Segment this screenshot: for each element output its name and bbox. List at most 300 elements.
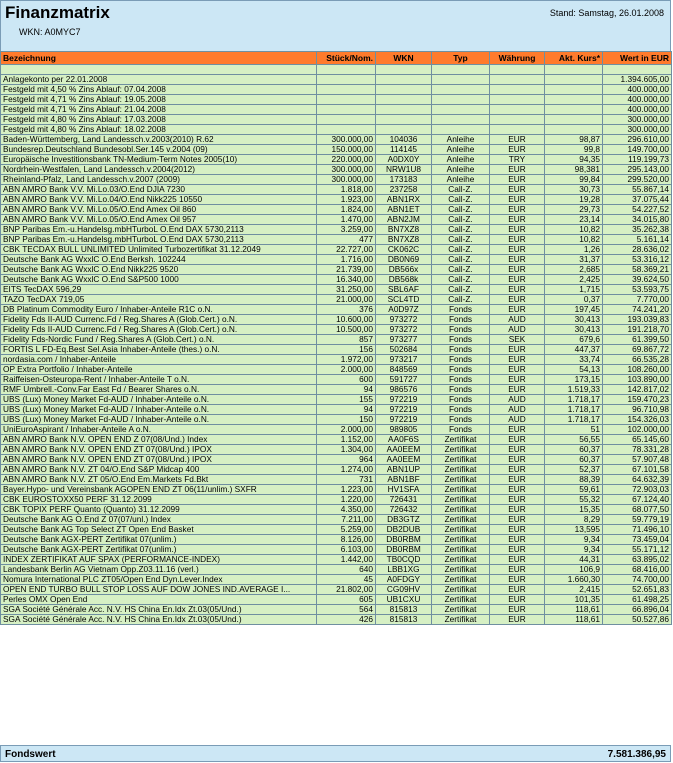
cell-kurs[interactable]: 55,32 bbox=[545, 495, 603, 505]
cell-kurs[interactable] bbox=[545, 105, 603, 115]
cell-kurs[interactable]: 56,55 bbox=[545, 435, 603, 445]
cell-waehrung[interactable]: EUR bbox=[490, 255, 545, 265]
cell-typ[interactable]: Call-Z. bbox=[432, 185, 490, 195]
cell-typ[interactable] bbox=[432, 65, 490, 75]
cell-stueck[interactable]: 156 bbox=[317, 345, 376, 355]
cell-kurs[interactable]: 54,13 bbox=[545, 365, 603, 375]
cell-stueck[interactable]: 1.972,00 bbox=[317, 355, 376, 365]
cell-waehrung[interactable]: EUR bbox=[490, 435, 545, 445]
cell-wkn[interactable]: DB3GTZ bbox=[376, 515, 432, 525]
cell-stueck[interactable] bbox=[317, 75, 376, 85]
cell-waehrung[interactable]: AUD bbox=[490, 395, 545, 405]
cell-wert[interactable]: 69.867,72 bbox=[603, 345, 672, 355]
cell-wert[interactable]: 96.710,98 bbox=[603, 405, 672, 415]
cell-waehrung[interactable]: EUR bbox=[490, 495, 545, 505]
cell-wert[interactable]: 50.527,86 bbox=[603, 615, 672, 625]
cell-typ[interactable]: Call-Z. bbox=[432, 275, 490, 285]
cell-typ[interactable]: Fonds bbox=[432, 415, 490, 425]
cell-wert[interactable]: 400.000,00 bbox=[603, 105, 672, 115]
cell-typ[interactable]: Zertifikat bbox=[432, 485, 490, 495]
cell-stueck[interactable]: 1.223,00 bbox=[317, 485, 376, 495]
cell-bezeichnung[interactable]: Festgeld mit 4,50 % Zins Ablauf: 07.04.2008 bbox=[1, 85, 317, 95]
cell-wert[interactable]: 299.520,00 bbox=[603, 175, 672, 185]
cell-typ[interactable]: Fonds bbox=[432, 365, 490, 375]
cell-kurs[interactable]: 13,595 bbox=[545, 525, 603, 535]
cell-wert[interactable]: 65.145,60 bbox=[603, 435, 672, 445]
cell-wert[interactable]: 58.369,21 bbox=[603, 265, 672, 275]
cell-bezeichnung[interactable]: UBS (Lux) Money Market Fd-AUD / Inhaber-Anteile o.N. bbox=[1, 405, 317, 415]
cell-bezeichnung[interactable]: Bayer.Hypo- und Vereinsbank AGOPEN END ZT 06(11/unlim.) SXFR bbox=[1, 485, 317, 495]
cell-wkn[interactable] bbox=[376, 65, 432, 75]
cell-stueck[interactable]: 7.211,00 bbox=[317, 515, 376, 525]
cell-waehrung[interactable]: EUR bbox=[490, 605, 545, 615]
cell-bezeichnung[interactable]: Landesbank Berlin AG Vietnam Opp.Z03.11.16 (verl.) bbox=[1, 565, 317, 575]
cell-waehrung[interactable]: EUR bbox=[490, 485, 545, 495]
cell-stueck[interactable]: 964 bbox=[317, 455, 376, 465]
cell-kurs[interactable]: 10,82 bbox=[545, 235, 603, 245]
cell-bezeichnung[interactable]: Fidelity Fds-Nordic Fund / Reg.Shares A (Glob.Cert.) o.N. bbox=[1, 335, 317, 345]
cell-stueck[interactable]: 4.350,00 bbox=[317, 505, 376, 515]
cell-wkn[interactable]: TB0CQD bbox=[376, 555, 432, 565]
cell-wert[interactable]: 400.000,00 bbox=[603, 85, 672, 95]
cell-wert[interactable]: 66.896,04 bbox=[603, 605, 672, 615]
cell-kurs[interactable]: 1.660,30 bbox=[545, 575, 603, 585]
cell-wert[interactable]: 57.907,48 bbox=[603, 455, 672, 465]
cell-wert[interactable]: 73.459,04 bbox=[603, 535, 672, 545]
cell-stueck[interactable]: 1.220,00 bbox=[317, 495, 376, 505]
cell-waehrung[interactable] bbox=[490, 85, 545, 95]
cell-wkn[interactable] bbox=[376, 105, 432, 115]
cell-kurs[interactable]: 51 bbox=[545, 425, 603, 435]
cell-wert[interactable]: 52.651,83 bbox=[603, 585, 672, 595]
cell-waehrung[interactable]: AUD bbox=[490, 315, 545, 325]
cell-waehrung[interactable]: EUR bbox=[490, 375, 545, 385]
cell-wert[interactable]: 74.700,00 bbox=[603, 575, 672, 585]
cell-wkn[interactable]: 973217 bbox=[376, 355, 432, 365]
cell-kurs[interactable]: 33,74 bbox=[545, 355, 603, 365]
cell-wert[interactable]: 54.227,52 bbox=[603, 205, 672, 215]
cell-bezeichnung[interactable]: Europäische Investitionsbank TN-Medium-Term Notes 2005(10) bbox=[1, 155, 317, 165]
cell-stueck[interactable]: 21.802,00 bbox=[317, 585, 376, 595]
cell-wert[interactable]: 39.624,50 bbox=[603, 275, 672, 285]
cell-waehrung[interactable]: EUR bbox=[490, 545, 545, 555]
col-header-stueck[interactable]: Stück/Nom. bbox=[317, 52, 376, 65]
cell-stueck[interactable]: 150 bbox=[317, 415, 376, 425]
cell-waehrung[interactable]: EUR bbox=[490, 515, 545, 525]
cell-kurs[interactable] bbox=[545, 65, 603, 75]
cell-typ[interactable]: Fonds bbox=[432, 305, 490, 315]
cell-typ[interactable] bbox=[432, 95, 490, 105]
cell-stueck[interactable]: 10.500,00 bbox=[317, 325, 376, 335]
cell-kurs[interactable]: 19,28 bbox=[545, 195, 603, 205]
cell-kurs[interactable]: 30,413 bbox=[545, 325, 603, 335]
cell-wert[interactable]: 300.000,00 bbox=[603, 125, 672, 135]
cell-kurs[interactable]: 0,37 bbox=[545, 295, 603, 305]
cell-wkn[interactable]: 591727 bbox=[376, 375, 432, 385]
cell-stueck[interactable]: 1.470,00 bbox=[317, 215, 376, 225]
cell-wkn[interactable]: 972219 bbox=[376, 405, 432, 415]
cell-kurs[interactable]: 1,715 bbox=[545, 285, 603, 295]
cell-typ[interactable]: Zertifikat bbox=[432, 545, 490, 555]
cell-wkn[interactable]: DB568k bbox=[376, 275, 432, 285]
cell-typ[interactable]: Zertifikat bbox=[432, 475, 490, 485]
cell-typ[interactable]: Call-Z. bbox=[432, 265, 490, 275]
cell-waehrung[interactable]: EUR bbox=[490, 135, 545, 145]
cell-bezeichnung[interactable]: INDEX ZERTIFIKAT AUF SPAX (PERFORMANCE-INDEX) bbox=[1, 555, 317, 565]
cell-waehrung[interactable]: EUR bbox=[490, 365, 545, 375]
cell-bezeichnung[interactable]: CBK EUROSTOXX50 PERF 31.12.2099 bbox=[1, 495, 317, 505]
cell-bezeichnung[interactable]: ABN AMRO Bank V.V. Mi.Lo.05/O.End Amex Oil 957 bbox=[1, 215, 317, 225]
cell-waehrung[interactable]: SEK bbox=[490, 335, 545, 345]
cell-kurs[interactable]: 98,87 bbox=[545, 135, 603, 145]
cell-kurs[interactable]: 679,6 bbox=[545, 335, 603, 345]
cell-wkn[interactable]: 986576 bbox=[376, 385, 432, 395]
cell-typ[interactable]: Call-Z. bbox=[432, 215, 490, 225]
cell-wkn[interactable]: 726432 bbox=[376, 505, 432, 515]
cell-wkn[interactable]: 973272 bbox=[376, 325, 432, 335]
cell-bezeichnung[interactable]: Deutsche Bank AG O.End Z 07(07/unl.) Index bbox=[1, 515, 317, 525]
cell-bezeichnung[interactable]: nordasia.com / Inhaber-Anteile bbox=[1, 355, 317, 365]
cell-wkn[interactable]: DB0N69 bbox=[376, 255, 432, 265]
cell-typ[interactable]: Zertifikat bbox=[432, 525, 490, 535]
cell-waehrung[interactable]: AUD bbox=[490, 325, 545, 335]
cell-bezeichnung[interactable]: Deutsche Bank AG WxxlC O.End S&P500 1000 bbox=[1, 275, 317, 285]
cell-wert[interactable]: 67.101,58 bbox=[603, 465, 672, 475]
cell-waehrung[interactable] bbox=[490, 115, 545, 125]
cell-wert[interactable]: 74.241,20 bbox=[603, 305, 672, 315]
cell-kurs[interactable]: 94,35 bbox=[545, 155, 603, 165]
cell-typ[interactable]: Zertifikat bbox=[432, 465, 490, 475]
cell-bezeichnung[interactable]: Deutsche Bank AG WxxlC O.End Nikk225 9520 bbox=[1, 265, 317, 275]
cell-wkn[interactable] bbox=[376, 115, 432, 125]
cell-waehrung[interactable]: EUR bbox=[490, 535, 545, 545]
cell-waehrung[interactable]: EUR bbox=[490, 215, 545, 225]
cell-stueck[interactable]: 564 bbox=[317, 605, 376, 615]
cell-stueck[interactable]: 6.103,00 bbox=[317, 545, 376, 555]
cell-wkn[interactable]: DB0RBM bbox=[376, 545, 432, 555]
cell-typ[interactable]: Zertifikat bbox=[432, 505, 490, 515]
cell-bezeichnung[interactable]: Anlagekonto per 22.01.2008 bbox=[1, 75, 317, 85]
cell-waehrung[interactable]: EUR bbox=[490, 295, 545, 305]
cell-wkn[interactable]: ABN1BF bbox=[376, 475, 432, 485]
cell-bezeichnung[interactable]: Raiffeisen-Osteuropa-Rent / Inhaber-Anteile T o.N. bbox=[1, 375, 317, 385]
cell-wkn[interactable]: 815813 bbox=[376, 615, 432, 625]
cell-wkn[interactable]: DB0RBM bbox=[376, 535, 432, 545]
cell-wkn[interactable]: UB1CXU bbox=[376, 595, 432, 605]
cell-kurs[interactable]: 9,34 bbox=[545, 545, 603, 555]
cell-bezeichnung[interactable]: EITS TecDAX 596,29 bbox=[1, 285, 317, 295]
cell-typ[interactable]: Anleihe bbox=[432, 145, 490, 155]
cell-kurs[interactable]: 1.718,17 bbox=[545, 395, 603, 405]
cell-typ[interactable]: Zertifikat bbox=[432, 565, 490, 575]
cell-kurs[interactable]: 2,415 bbox=[545, 585, 603, 595]
cell-wkn[interactable]: 973277 bbox=[376, 335, 432, 345]
cell-stueck[interactable] bbox=[317, 95, 376, 105]
cell-waehrung[interactable]: TRY bbox=[490, 155, 545, 165]
cell-bezeichnung[interactable]: ABN AMRO Bank N.V. OPEN END Z 07(08/Und.) Index bbox=[1, 435, 317, 445]
cell-stueck[interactable] bbox=[317, 105, 376, 115]
cell-typ[interactable]: Zertifikat bbox=[432, 515, 490, 525]
cell-wkn[interactable] bbox=[376, 95, 432, 105]
cell-kurs[interactable]: 10,82 bbox=[545, 225, 603, 235]
cell-wkn[interactable]: ABN1UP bbox=[376, 465, 432, 475]
cell-typ[interactable]: Zertifikat bbox=[432, 575, 490, 585]
cell-bezeichnung[interactable]: Fidelity Fds II-AUD Currenc.Fd / Reg.Shares A (Glob.Cert.) o.N. bbox=[1, 325, 317, 335]
cell-stueck[interactable] bbox=[317, 85, 376, 95]
cell-waehrung[interactable] bbox=[490, 105, 545, 115]
cell-waehrung[interactable]: EUR bbox=[490, 205, 545, 215]
cell-kurs[interactable]: 1,26 bbox=[545, 245, 603, 255]
cell-stueck[interactable]: 155 bbox=[317, 395, 376, 405]
cell-typ[interactable]: Zertifikat bbox=[432, 435, 490, 445]
cell-bezeichnung[interactable]: BNP Paribas Em.-u.Handelsg.mbHTurboL O.End DAX 5730,2113 bbox=[1, 235, 317, 245]
cell-bezeichnung[interactable]: Festgeld mit 4,71 % Zins Ablauf: 19.05.2008 bbox=[1, 95, 317, 105]
cell-kurs[interactable]: 8,29 bbox=[545, 515, 603, 525]
cell-wert[interactable]: 108.260,00 bbox=[603, 365, 672, 375]
cell-stueck[interactable] bbox=[317, 65, 376, 75]
cell-kurs[interactable]: 118,61 bbox=[545, 615, 603, 625]
cell-typ[interactable]: Zertifikat bbox=[432, 555, 490, 565]
cell-kurs[interactable]: 30,413 bbox=[545, 315, 603, 325]
cell-wert[interactable]: 64.632,39 bbox=[603, 475, 672, 485]
cell-waehrung[interactable]: EUR bbox=[490, 595, 545, 605]
cell-stueck[interactable]: 300.000,00 bbox=[317, 175, 376, 185]
cell-typ[interactable]: Fonds bbox=[432, 395, 490, 405]
cell-wkn[interactable]: 237258 bbox=[376, 185, 432, 195]
cell-bezeichnung[interactable]: UniEuroAspirant / Inhaber-Anteile A o.N. bbox=[1, 425, 317, 435]
cell-typ[interactable]: Call-Z. bbox=[432, 235, 490, 245]
cell-wert[interactable]: 55.171,12 bbox=[603, 545, 672, 555]
cell-stueck[interactable]: 10.600,00 bbox=[317, 315, 376, 325]
cell-stueck[interactable]: 1.442,00 bbox=[317, 555, 376, 565]
cell-waehrung[interactable]: EUR bbox=[490, 305, 545, 315]
cell-wkn[interactable]: DB566x bbox=[376, 265, 432, 275]
cell-kurs[interactable]: 30,73 bbox=[545, 185, 603, 195]
cell-stueck[interactable]: 94 bbox=[317, 405, 376, 415]
cell-stueck[interactable]: 16.340,00 bbox=[317, 275, 376, 285]
cell-typ[interactable]: Fonds bbox=[432, 345, 490, 355]
cell-typ[interactable]: Fonds bbox=[432, 325, 490, 335]
cell-wert[interactable]: 1.394.605,00 bbox=[603, 75, 672, 85]
cell-waehrung[interactable]: EUR bbox=[490, 355, 545, 365]
cell-typ[interactable]: Fonds bbox=[432, 375, 490, 385]
cell-kurs[interactable]: 31,37 bbox=[545, 255, 603, 265]
cell-kurs[interactable]: 29,73 bbox=[545, 205, 603, 215]
cell-waehrung[interactable]: EUR bbox=[490, 385, 545, 395]
cell-bezeichnung[interactable]: Deutsche Bank AG WxxlC O.End Berksh. 102244 bbox=[1, 255, 317, 265]
cell-stueck[interactable]: 22.727,00 bbox=[317, 245, 376, 255]
cell-waehrung[interactable]: EUR bbox=[490, 165, 545, 175]
cell-stueck[interactable]: 220.000,00 bbox=[317, 155, 376, 165]
cell-wkn[interactable]: DB2DUB bbox=[376, 525, 432, 535]
cell-wert[interactable]: 63.895,02 bbox=[603, 555, 672, 565]
cell-waehrung[interactable] bbox=[490, 65, 545, 75]
cell-kurs[interactable] bbox=[545, 75, 603, 85]
cell-stueck[interactable]: 426 bbox=[317, 615, 376, 625]
cell-wkn[interactable]: SBL6AF bbox=[376, 285, 432, 295]
cell-kurs[interactable]: 60,37 bbox=[545, 445, 603, 455]
cell-kurs[interactable]: 101,35 bbox=[545, 595, 603, 605]
cell-bezeichnung[interactable]: OP Extra Portfolio / Inhaber-Anteile bbox=[1, 365, 317, 375]
cell-wkn[interactable]: A0D97Z bbox=[376, 305, 432, 315]
cell-wkn[interactable]: A0FDGY bbox=[376, 575, 432, 585]
cell-typ[interactable]: Zertifikat bbox=[432, 455, 490, 465]
cell-kurs[interactable]: 2,685 bbox=[545, 265, 603, 275]
cell-bezeichnung[interactable]: Nomura International PLC ZT05/Open End Dyn.Lever.Index bbox=[1, 575, 317, 585]
cell-bezeichnung[interactable]: ABN AMRO Bank N.V. ZT 05/O.End Em.Markets Fd.Bkt bbox=[1, 475, 317, 485]
cell-wert[interactable]: 154.326,03 bbox=[603, 415, 672, 425]
col-header-waehrung[interactable]: Währung bbox=[490, 52, 545, 65]
cell-stueck[interactable]: 300.000,00 bbox=[317, 165, 376, 175]
col-header-bezeichnung[interactable]: Bezeichnung bbox=[1, 52, 317, 65]
cell-wkn[interactable]: BN7XZ8 bbox=[376, 235, 432, 245]
cell-bezeichnung[interactable]: Perles OMX Open End bbox=[1, 595, 317, 605]
cell-waehrung[interactable]: EUR bbox=[490, 475, 545, 485]
cell-kurs[interactable]: 23,14 bbox=[545, 215, 603, 225]
cell-wert[interactable]: 296.610,00 bbox=[603, 135, 672, 145]
cell-bezeichnung[interactable]: Deutsche Bank AGX-PERT Zertifikat 07(unlim.) bbox=[1, 545, 317, 555]
cell-waehrung[interactable]: AUD bbox=[490, 415, 545, 425]
cell-waehrung[interactable]: EUR bbox=[490, 185, 545, 195]
cell-wert[interactable]: 59.779,19 bbox=[603, 515, 672, 525]
cell-typ[interactable] bbox=[432, 105, 490, 115]
cell-kurs[interactable]: 9,34 bbox=[545, 535, 603, 545]
cell-bezeichnung[interactable]: Bundesrep.Deutschland Bundesobl.Ser.145 v.2004 (09) bbox=[1, 145, 317, 155]
cell-wert[interactable]: 78.331,28 bbox=[603, 445, 672, 455]
cell-wkn[interactable]: A0DX0Y bbox=[376, 155, 432, 165]
col-header-wkn[interactable]: WKN bbox=[376, 52, 432, 65]
cell-kurs[interactable]: 59,61 bbox=[545, 485, 603, 495]
cell-bezeichnung[interactable]: UBS (Lux) Money Market Fd-AUD / Inhaber-Anteile o.N. bbox=[1, 395, 317, 405]
cell-bezeichnung[interactable]: Baden-Württemberg, Land Landessch.v.2003(2010) R.62 bbox=[1, 135, 317, 145]
cell-kurs[interactable]: 88,39 bbox=[545, 475, 603, 485]
cell-bezeichnung[interactable]: ABN AMRO Bank N.V. OPEN END ZT 07(08/Und.) IPOX bbox=[1, 445, 317, 455]
cell-typ[interactable]: Call-Z. bbox=[432, 295, 490, 305]
cell-wkn[interactable]: CK062C bbox=[376, 245, 432, 255]
cell-waehrung[interactable]: EUR bbox=[490, 575, 545, 585]
col-header-wert[interactable]: Wert in EUR bbox=[603, 52, 672, 65]
cell-typ[interactable]: Zertifikat bbox=[432, 495, 490, 505]
cell-typ[interactable]: Zertifikat bbox=[432, 585, 490, 595]
cell-waehrung[interactable] bbox=[490, 75, 545, 85]
cell-wkn[interactable]: AA0EEM bbox=[376, 455, 432, 465]
cell-bezeichnung[interactable]: Nordrhein-Westfalen, Land Landessch.v.2004(2012) bbox=[1, 165, 317, 175]
cell-stueck[interactable]: 605 bbox=[317, 595, 376, 605]
cell-waehrung[interactable] bbox=[490, 125, 545, 135]
cell-stueck[interactable]: 94 bbox=[317, 385, 376, 395]
cell-bezeichnung[interactable]: SGA Société Générale Acc. N.V. HS China En.Idx Zt.03(05/Und.) bbox=[1, 615, 317, 625]
cell-waehrung[interactable]: EUR bbox=[490, 245, 545, 255]
cell-kurs[interactable]: 60,37 bbox=[545, 455, 603, 465]
cell-stueck[interactable]: 1.818,00 bbox=[317, 185, 376, 195]
cell-wert[interactable]: 67.124,40 bbox=[603, 495, 672, 505]
cell-waehrung[interactable]: EUR bbox=[490, 455, 545, 465]
cell-kurs[interactable]: 1.519,33 bbox=[545, 385, 603, 395]
cell-stueck[interactable]: 1.304,00 bbox=[317, 445, 376, 455]
cell-stueck[interactable]: 2.000,00 bbox=[317, 365, 376, 375]
cell-stueck[interactable]: 1.824,00 bbox=[317, 205, 376, 215]
cell-kurs[interactable] bbox=[545, 125, 603, 135]
cell-wert[interactable]: 193.039,83 bbox=[603, 315, 672, 325]
cell-wkn[interactable]: 973272 bbox=[376, 315, 432, 325]
cell-waehrung[interactable]: EUR bbox=[490, 445, 545, 455]
cell-kurs[interactable]: 2,425 bbox=[545, 275, 603, 285]
cell-wkn[interactable]: AA0F6S bbox=[376, 435, 432, 445]
cell-typ[interactable]: Zertifikat bbox=[432, 445, 490, 455]
cell-wert[interactable]: 28.636,02 bbox=[603, 245, 672, 255]
cell-kurs[interactable]: 118,61 bbox=[545, 605, 603, 615]
cell-typ[interactable]: Anleihe bbox=[432, 175, 490, 185]
cell-bezeichnung[interactable]: ABN AMRO Bank V.V. Mi.Lo.04/O.End Nikk225 10550 bbox=[1, 195, 317, 205]
cell-wert[interactable]: 53.593,75 bbox=[603, 285, 672, 295]
cell-kurs[interactable]: 15,35 bbox=[545, 505, 603, 515]
cell-typ[interactable]: Fonds bbox=[432, 315, 490, 325]
cell-typ[interactable] bbox=[432, 75, 490, 85]
cell-stueck[interactable]: 1.274,00 bbox=[317, 465, 376, 475]
cell-wert[interactable]: 37.075,44 bbox=[603, 195, 672, 205]
cell-wert[interactable]: 119.199,73 bbox=[603, 155, 672, 165]
cell-waehrung[interactable]: EUR bbox=[490, 195, 545, 205]
cell-wert[interactable]: 72.903,03 bbox=[603, 485, 672, 495]
cell-kurs[interactable] bbox=[545, 95, 603, 105]
cell-bezeichnung[interactable]: RMF Umbrell.-Conv.Far East Fd / Bearer Shares o.N. bbox=[1, 385, 317, 395]
cell-wkn[interactable]: 972219 bbox=[376, 395, 432, 405]
cell-wkn[interactable]: 726431 bbox=[376, 495, 432, 505]
cell-stueck[interactable]: 1.716,00 bbox=[317, 255, 376, 265]
cell-kurs[interactable]: 44,31 bbox=[545, 555, 603, 565]
cell-kurs[interactable]: 99,8 bbox=[545, 145, 603, 155]
cell-typ[interactable]: Zertifikat bbox=[432, 605, 490, 615]
cell-wert[interactable]: 103.890,00 bbox=[603, 375, 672, 385]
cell-stueck[interactable]: 731 bbox=[317, 475, 376, 485]
cell-stueck[interactable]: 8.126,00 bbox=[317, 535, 376, 545]
cell-kurs[interactable]: 99,84 bbox=[545, 175, 603, 185]
cell-waehrung[interactable]: EUR bbox=[490, 285, 545, 295]
cell-stueck[interactable]: 150.000,00 bbox=[317, 145, 376, 155]
cell-kurs[interactable]: 173,15 bbox=[545, 375, 603, 385]
cell-kurs[interactable]: 106,9 bbox=[545, 565, 603, 575]
cell-wkn[interactable]: AA0EEM bbox=[376, 445, 432, 455]
cell-wkn[interactable]: 502684 bbox=[376, 345, 432, 355]
cell-typ[interactable] bbox=[432, 115, 490, 125]
cell-kurs[interactable]: 1.718,17 bbox=[545, 405, 603, 415]
cell-wert[interactable]: 5.161,14 bbox=[603, 235, 672, 245]
cell-kurs[interactable]: 447,37 bbox=[545, 345, 603, 355]
cell-typ[interactable] bbox=[432, 125, 490, 135]
cell-wert[interactable]: 102.000,00 bbox=[603, 425, 672, 435]
cell-stueck[interactable]: 2.000,00 bbox=[317, 425, 376, 435]
cell-stueck[interactable]: 300.000,00 bbox=[317, 135, 376, 145]
cell-waehrung[interactable]: EUR bbox=[490, 525, 545, 535]
cell-wert[interactable]: 68.416,00 bbox=[603, 565, 672, 575]
cell-bezeichnung[interactable]: Festgeld mit 4,71 % Zins Ablauf: 21.04.2008 bbox=[1, 105, 317, 115]
cell-typ[interactable]: Zertifikat bbox=[432, 615, 490, 625]
cell-wkn[interactable]: 848569 bbox=[376, 365, 432, 375]
cell-stueck[interactable]: 600 bbox=[317, 375, 376, 385]
cell-stueck[interactable]: 21.000,00 bbox=[317, 295, 376, 305]
cell-bezeichnung[interactable]: Deutsche Bank AGX-PERT Zertifikat 07(unlim.) bbox=[1, 535, 317, 545]
cell-wkn[interactable]: 989805 bbox=[376, 425, 432, 435]
cell-typ[interactable]: Fonds bbox=[432, 405, 490, 415]
cell-kurs[interactable] bbox=[545, 85, 603, 95]
cell-stueck[interactable]: 640 bbox=[317, 565, 376, 575]
cell-waehrung[interactable]: EUR bbox=[490, 175, 545, 185]
cell-wkn[interactable] bbox=[376, 75, 432, 85]
cell-bezeichnung[interactable]: ABN AMRO Bank N.V. OPEN END ZT 07(08/Und.) IPOX bbox=[1, 455, 317, 465]
cell-kurs[interactable]: 197,45 bbox=[545, 305, 603, 315]
cell-waehrung[interactable]: EUR bbox=[490, 615, 545, 625]
cell-wert[interactable]: 61.399,50 bbox=[603, 335, 672, 345]
